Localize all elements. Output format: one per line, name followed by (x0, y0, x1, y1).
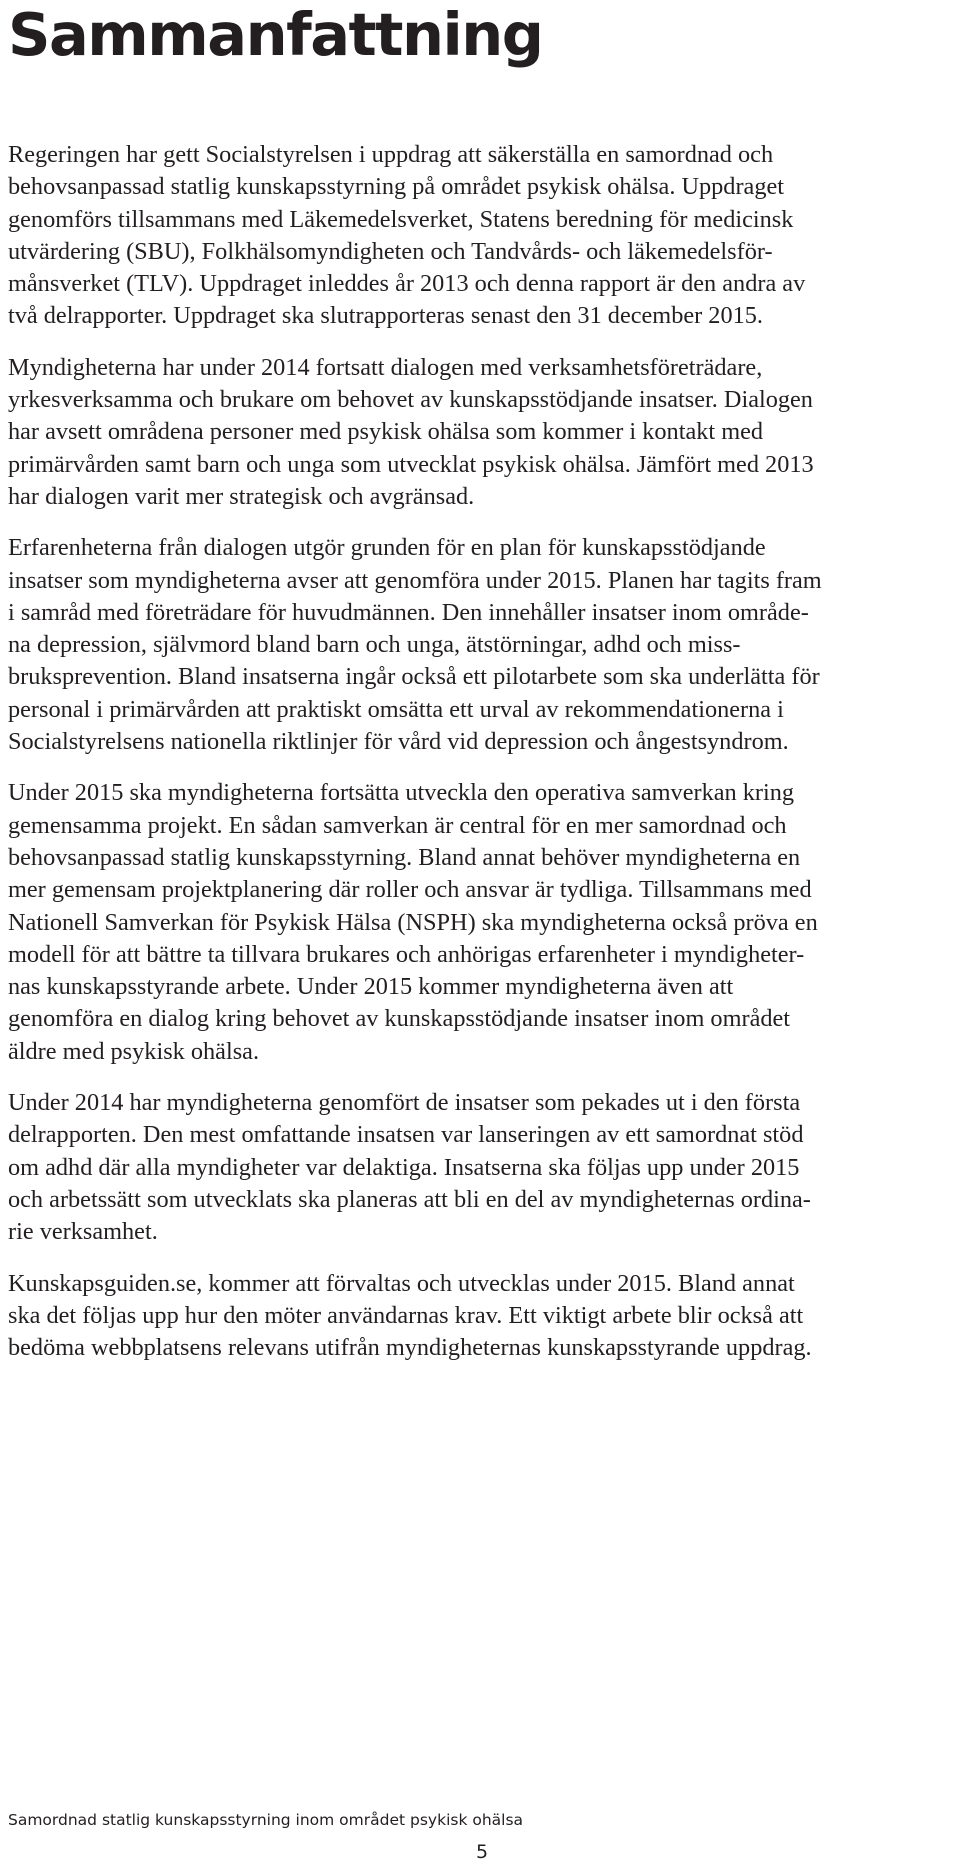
text-line: mer gemensam projektplanering där roller och ansvar är tydliga. Tillsammans med (8, 876, 812, 904)
text-line: yrkesverksamma och brukare om behovet av kunskapsstödjande insatser. Dialogen (8, 386, 813, 414)
text-line: bruksprevention. Bland insatserna ingår också ett pilotarbete som ska underlätta för (8, 663, 820, 691)
text-line: gemensamma projekt. En sådan samverkan är central för en mer samordnad och (8, 811, 787, 839)
text-line: Under 2014 har myndigheterna genomfört de insatser som pekades ut i den första (8, 1089, 801, 1117)
paragraph (8, 139, 952, 333)
page-number: 5 (476, 1841, 489, 1863)
text-line: delrapporten. Den mest omfattande insatsen var lanseringen av ett samordnat stöd (8, 1121, 804, 1149)
text-line: om adhd där alla myndigheter var delaktiga. Insatserna ska följas upp under 2015 (8, 1153, 800, 1181)
text-line: utvärdering (SBU), Folkhälsomyndigheten och Tandvårds- och läkemedelsför- (8, 237, 773, 265)
text-line: behovsanpassad statlig kunskapsstyrning på området psykisk ohälsa. Uppdraget (8, 173, 785, 201)
text-line: månsverket (TLV). Uppdraget inleddes år 2013 och denna rapport är den andra av (8, 270, 806, 298)
text-line: och arbetssätt som utvecklats ska planeras att bli en del av myndigheternas ordina- (8, 1185, 811, 1213)
text-line: har dialogen varit mer strategisk och avgränsad. (8, 482, 475, 510)
text-line: rie verksamhet. (8, 1218, 158, 1246)
text-line: Socialstyrelsens nationella riktlinjer för vård vid depression och ångestsyndrom. (8, 728, 789, 756)
text-line: primärvården samt barn och unga som utvecklat psykisk ohälsa. Jämfört med 2013 (8, 450, 814, 478)
page-title: Sammanfattning (8, 0, 543, 69)
paragraph (8, 1268, 952, 1365)
text-line: insatser som myndigheterna avser att genomföra under 2015. Planen har tagits fram (8, 566, 822, 594)
text-line: nas kunskapsstyrande arbete. Under 2015 kommer myndigheterna även att (8, 973, 734, 1001)
text-line: genomförs tillsammans med Läkemedelsverket, Statens beredning för medicinsk (8, 205, 794, 233)
paragraph (8, 777, 952, 1068)
body-text (8, 139, 952, 1383)
text-line: bedöma webbplatsens relevans utifrån myndigheternas kunskapsstyrande uppdrag. (8, 1334, 812, 1362)
text-line: Nationell Samverkan för Psykisk Hälsa (NSPH) ska myndigheterna också pröva en (8, 908, 818, 936)
text-line: ska det följas upp hur den möter användarnas krav. Ett viktigt arbete blir också att (8, 1301, 804, 1329)
paragraph (8, 1087, 952, 1248)
text-line: personal i primärvården att praktiskt omsätta ett urval av rekommendationerna i (8, 695, 784, 723)
text-line: två delrapporter. Uppdraget ska slutrapporteras senast den 31 december 2015. (8, 302, 763, 330)
footer-caption: Samordnad statlig kunskapsstyrning inom området psykisk ohälsa (8, 1811, 524, 1829)
text-line: Erfarenheterna från dialogen utgör grunden för en plan för kunskapsstödjande (8, 534, 766, 562)
text-line: Myndigheterna har under 2014 fortsatt dialogen med verksamhetsföreträdare, (8, 353, 763, 381)
text-line: Regeringen har gett Socialstyrelsen i uppdrag att säkerställa en samordnad och (8, 141, 774, 168)
text-line: modell för att bättre ta tillvara brukares och anhörigas erfarenheter i myndigheter- (8, 940, 805, 968)
paragraph (8, 532, 952, 758)
text-line: äldre med psykisk ohälsa. (8, 1037, 260, 1065)
text-line: i samråd med företrädare för huvudmännen. Den innehåller insatser inom områdе- (8, 598, 809, 626)
text-line: Kunskapsguiden.se, kommer att förvaltas och utvecklas under 2015. Bland annat (8, 1269, 795, 1297)
text-line: har avsett områdena personer med psykisk ohälsa som kommer i kontakt med (8, 418, 764, 446)
text-line: na depression, självmord bland barn och unga, ätstörningar, adhd och miss- (8, 631, 741, 659)
paragraph (8, 352, 952, 513)
text-line: genomföra en dialog kring behovet av kunskapsstödjande insatser inom området (8, 1005, 791, 1033)
text-line: behovsanpassad statlig kunskapsstyrning. Bland annat behöver myndigheterna en (8, 843, 801, 871)
text-line: Under 2015 ska myndigheterna fortsätta utveckla den operativa samverkan kring (8, 779, 795, 807)
